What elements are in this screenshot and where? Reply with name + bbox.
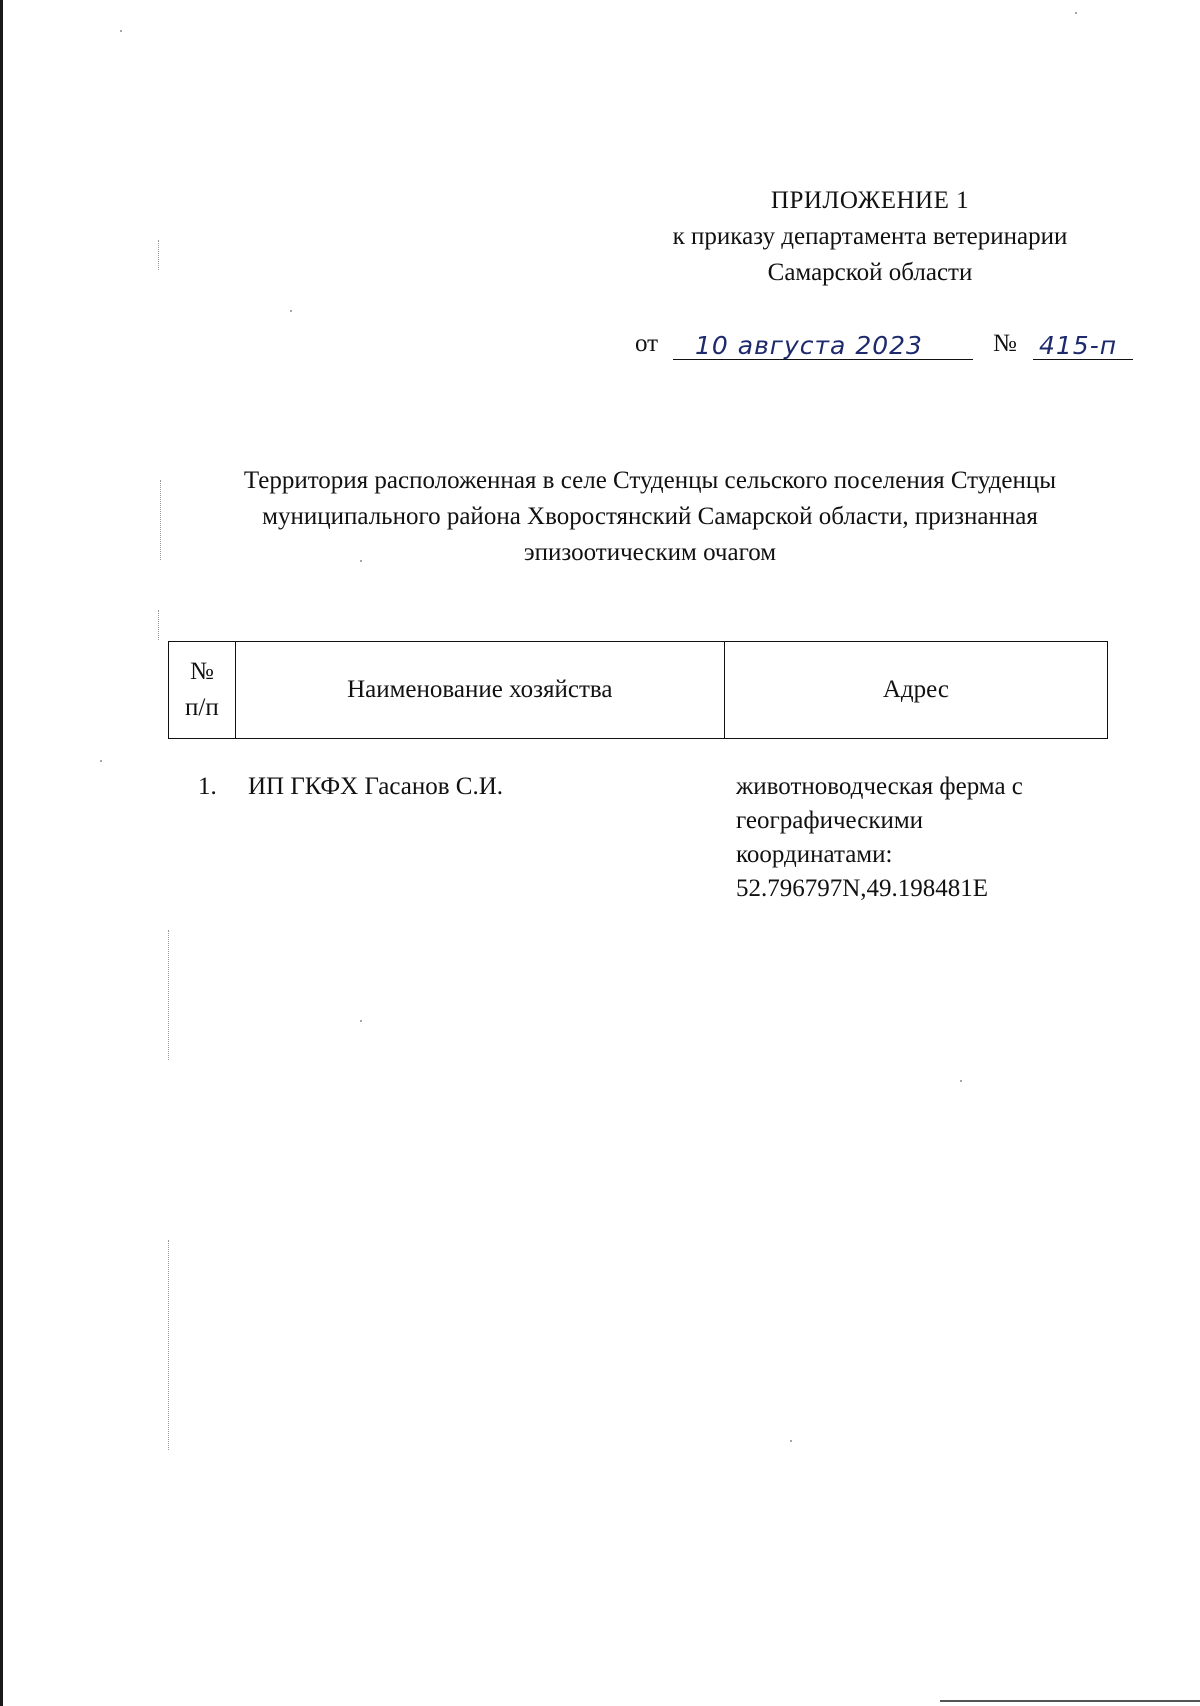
scan-noise: [168, 930, 170, 1060]
column-header-number-symbol: №: [189, 658, 214, 685]
order-number-label: №: [993, 330, 1017, 357]
scan-noise: [120, 30, 122, 32]
scan-noise: [960, 1080, 962, 1082]
row-farm-name: ИП ГКФХ Гасанов С.И.: [248, 773, 504, 800]
scan-noise: [160, 480, 162, 560]
scan-noise: [1075, 12, 1077, 14]
row-address-line: животноводческая ферма с: [736, 773, 1023, 800]
order-date-handwritten: 10 августа 2023: [695, 331, 923, 360]
column-header-number: [169, 642, 236, 739]
row-address: [736, 770, 1116, 906]
appendix-title: ПРИЛОЖЕНИЕ 1: [770, 187, 970, 214]
appendix-line-region: Самарской области: [767, 259, 973, 286]
document-title-line: эпизоотическим очагом: [523, 539, 777, 566]
scan-noise: [790, 1440, 792, 1442]
scan-noise: [158, 240, 160, 270]
order-reference: [635, 326, 1135, 366]
scan-noise: [158, 610, 160, 640]
row-address-line: географическими: [736, 807, 924, 834]
order-from-label: от: [635, 330, 659, 357]
table-header-row: [169, 642, 1108, 739]
scan-edge-bottom: [940, 1700, 1200, 1702]
appendix-line-order: к приказу департамента ветеринарии: [672, 223, 1068, 250]
column-header-address: Адрес: [724, 642, 1107, 739]
scan-edge: [0, 0, 3, 1706]
farms-table: [168, 641, 1108, 739]
order-number-handwritten: 415-п: [1039, 331, 1118, 360]
scan-noise: [168, 1240, 170, 1450]
scan-noise: [100, 760, 102, 762]
column-header-number-abbr: п/п: [185, 694, 219, 721]
column-header-name: Наименование хозяйства: [235, 642, 724, 739]
scan-noise: [290, 310, 292, 312]
document-title-line: Территория расположенная в селе Студенцы сельского поселения Студенцы: [243, 467, 1057, 494]
row-address-coordinates: 52.796797N,49.198481E: [736, 875, 989, 902]
row-number: 1.: [198, 773, 217, 800]
document-title: [170, 463, 1130, 571]
row-address-line: координатами:: [736, 841, 893, 868]
scan-noise: [360, 1020, 362, 1022]
appendix-header: [560, 183, 1180, 291]
document-title-line: муниципального района Хворостянский Самарской области, признанная: [262, 503, 1038, 530]
